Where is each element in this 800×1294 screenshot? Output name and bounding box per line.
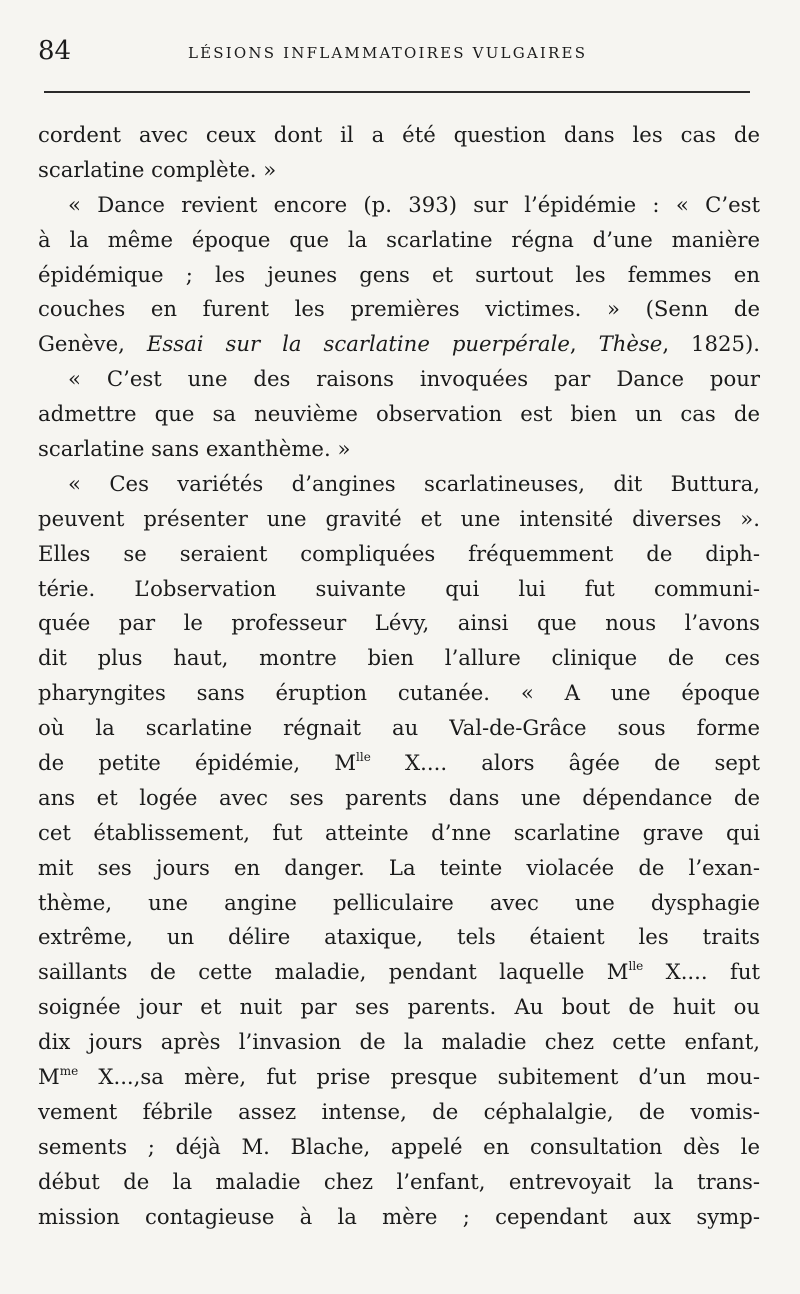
text-line: admettre que sa neuvième observation est bien un cas de [38, 401, 760, 427]
text-line: thème, une angine pelliculaire avec une dysphagie [38, 889, 760, 915]
text-fragment: M [38, 1064, 60, 1090]
text-line: dix jours après l’invasion de la maladie chez cette enfant, [38, 1029, 760, 1055]
text-line: couches en furent les premières victimes. » (Senn de [38, 296, 760, 322]
page-number: 84 [38, 36, 72, 66]
text-fragment: de petite épidémie, M [38, 750, 357, 776]
superscript: lle [356, 750, 371, 765]
text-line: mit ses jours en danger. La teinte violacée de l’exan- [38, 854, 760, 880]
page-header [38, 36, 750, 76]
text-line: mission contagieuse à la mère ; cependant aux symp- [38, 1203, 760, 1229]
text-fragment: Genève, [38, 331, 147, 357]
text-line: peuvent présenter une gravité et une intensité diverses ». [38, 505, 760, 531]
text-line: « Ces variétés d’angines scarlatineuses, dit Buttura, [68, 470, 760, 496]
text-line: où la scarlatine régnait au Val-de-Grâce sous forme [38, 715, 760, 741]
superscript: lle [628, 959, 644, 974]
text-line: pharyngites sans éruption cutanée. « A une époque [38, 680, 760, 706]
italic-title: Essai sur la scarlatine puerpérale [146, 331, 570, 357]
superscript: me [59, 1064, 79, 1079]
text-line: dit plus haut, montre bien l’allure clinique de ces [38, 645, 760, 671]
italic-these: Thèse [598, 331, 663, 357]
text-line: épidémique ; les jeunes gens et surtout les femmes en [38, 261, 760, 287]
text-line: extrême, un délire ataxique, tels étaient les traits [38, 924, 760, 950]
text-fragment: X.... fut [643, 959, 760, 985]
text-line [38, 1060, 760, 1095]
text-line: cet établissement, fut atteinte d’nne scarlatine grave qui [38, 819, 760, 845]
text-fragment: X.... alors âgée de sept [370, 750, 760, 776]
text-line: vement fébrile assez intense, de céphalalgie, de vomis- [38, 1098, 760, 1124]
text-line: térie. L’observation suivante qui lui fut communi- [38, 575, 760, 601]
text-fragment: X...,sa mère, fut prise presque subitement d’un mou- [78, 1064, 760, 1090]
text-line: « Dance revient encore (p. 393) sur l’épidémie : « C’est [68, 191, 760, 217]
text-line: sements ; déjà M. Blache, appelé en consultation dès le [38, 1133, 760, 1159]
text-line: cordent avec ceux dont il a été question dans les cas de [38, 122, 760, 147]
text-line: quée par le professeur Lévy, ainsi que nous l’avons [38, 610, 760, 636]
running-title: LÉSIONS INFLAMMATOIRES VULGAIRES [188, 44, 588, 62]
text-line: ans et logée avec ses parents dans une dépendance de [38, 784, 760, 810]
header-rule [44, 91, 750, 93]
text-line: début de la maladie chez l’enfant, entrevoyait la trans- [38, 1168, 760, 1194]
text-fragment: , [569, 331, 599, 357]
text-line: « C’est une des raisons invoquées par Dance pour [68, 366, 760, 392]
body-text [38, 118, 760, 1235]
text-line [38, 955, 760, 990]
text-line [38, 327, 760, 362]
text-fragment: , 1825). [662, 331, 760, 357]
text-fragment: saillants de cette maladie, pendant laquelle M [38, 959, 629, 985]
text-line [38, 746, 760, 781]
text-line: scarlatine sans exanthème. » [38, 436, 351, 462]
text-line: à la même époque que la scarlatine régna d’une manière [38, 226, 760, 252]
text-line: Elles se seraient compliquées fréquemment de diph- [38, 540, 760, 566]
text-line: soignée jour et nuit par ses parents. Au bout de huit ou [38, 994, 760, 1020]
text-line: scarlatine complète. » [38, 156, 277, 182]
